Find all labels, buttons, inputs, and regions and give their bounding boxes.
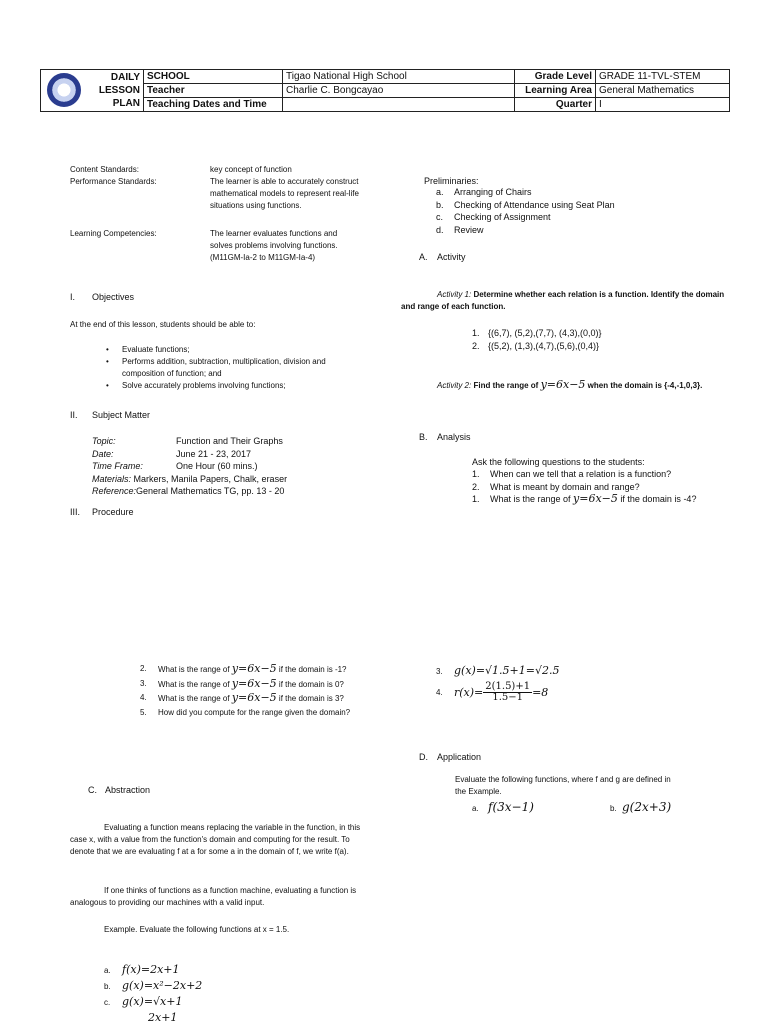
reference-value: General Mathematics TG, pp. 13 - 20 bbox=[136, 486, 285, 496]
reference-label: Reference: bbox=[92, 486, 137, 496]
application-intro: Evaluate the following functions, where f and g are defined in the Example. bbox=[455, 775, 671, 796]
analysis-intro: Ask the following questions to the students: bbox=[472, 457, 645, 467]
solution-4 bbox=[436, 682, 548, 703]
function-equation: g(x)=x²−2x+2 bbox=[122, 979, 203, 992]
application-title: Application bbox=[437, 752, 482, 762]
area-label: Learning Area bbox=[515, 84, 596, 98]
activity2-equation: y=6x−5 bbox=[540, 378, 586, 391]
abstraction-letter: C. bbox=[88, 785, 97, 795]
preliminaries-list bbox=[436, 186, 615, 236]
solution-equation: g(x)=√1.5+1=√2.5 bbox=[454, 664, 560, 677]
dates-value bbox=[283, 98, 515, 112]
solution-lhs: r(x)= bbox=[454, 686, 484, 699]
list-item: Checking of Attendance using Seat Plan bbox=[454, 199, 615, 210]
function-equation: f(x)=2x+1 bbox=[122, 963, 180, 976]
list-item: Review bbox=[454, 224, 484, 235]
subject-num: II. bbox=[70, 410, 78, 420]
topic-value: Function and Their Graphs bbox=[176, 436, 283, 446]
application-equation: g(2x+3) bbox=[622, 800, 672, 814]
analysis-more-questions bbox=[140, 662, 365, 719]
analysis-questions bbox=[472, 468, 730, 506]
application-b bbox=[610, 798, 671, 816]
school-label: SCHOOL bbox=[144, 70, 283, 84]
function-equation: g(x)=√x+1 bbox=[122, 995, 183, 1008]
question-equation: y=6x−5 bbox=[231, 691, 277, 704]
subject-title: Subject Matter bbox=[92, 410, 151, 420]
function-d-numerator: 2x+1 bbox=[148, 1011, 178, 1024]
solution-fraction bbox=[483, 682, 532, 703]
question-post: if the domain is 0? bbox=[276, 679, 344, 689]
materials-label: Materials: bbox=[92, 473, 132, 484]
list-letter: a. bbox=[472, 804, 479, 813]
list-letter: d. bbox=[436, 224, 444, 235]
abstraction-example: Example. Evaluate the following functions at x = 1.5. bbox=[104, 925, 290, 934]
time-value: One Hour (60 mins.) bbox=[176, 461, 258, 471]
logo-cell bbox=[41, 70, 144, 112]
list-letter: c. bbox=[104, 998, 111, 1007]
question-pre: What is the range of bbox=[158, 665, 232, 674]
question-pre: What is the range of bbox=[158, 679, 232, 689]
list-letter: b. bbox=[104, 982, 111, 991]
teacher-value: Charlie C. Bongcayao bbox=[283, 84, 515, 98]
application-letter: D. bbox=[419, 752, 428, 762]
school-value: Tigao National High School bbox=[283, 70, 515, 84]
learning-competencies-label: Learning Competencies: bbox=[70, 229, 157, 238]
solution-rhs: =8 bbox=[532, 686, 549, 699]
activity1-label: Activity 1: bbox=[437, 290, 472, 299]
preliminaries-title: Preliminaries: bbox=[424, 176, 479, 186]
area-value: General Mathematics bbox=[596, 84, 730, 98]
objectives-title: Objectives bbox=[92, 292, 135, 302]
abstraction-title: Abstraction bbox=[105, 785, 151, 795]
performance-standards-value: The learner is able to accurately construct mathematical models to represent real-life situations using functions. bbox=[210, 177, 359, 210]
question-pre: What is the range of bbox=[158, 694, 232, 703]
analysis-title: Analysis bbox=[437, 432, 471, 442]
example-functions bbox=[104, 962, 202, 1026]
question-post: if the domain is -1? bbox=[276, 665, 347, 674]
list-item: Arranging of Chairs bbox=[454, 187, 532, 197]
activity-title: Activity bbox=[437, 252, 466, 262]
procedure-num: III. bbox=[70, 507, 81, 517]
list-item: • Performs addition, subtraction, multiplication, division and composition of function; and bbox=[104, 356, 356, 380]
list-num: 3. bbox=[140, 678, 147, 688]
question-equation: y=6x−5 bbox=[231, 676, 277, 690]
content-standards-value: key concept of function bbox=[210, 165, 292, 174]
list-item: What is meant by domain and range? bbox=[490, 481, 640, 492]
relations-list bbox=[472, 327, 602, 352]
list-item: How did you compute for the range given the domain? bbox=[158, 707, 351, 717]
list-num: 2. bbox=[472, 481, 480, 492]
list-num: 1. bbox=[472, 494, 480, 504]
list-letter: a. bbox=[436, 187, 444, 197]
application-a bbox=[472, 798, 534, 816]
activity1-text bbox=[401, 289, 726, 313]
activity1-instruction: Determine whether each relation is a function. Identify the domain and range of each function. bbox=[401, 290, 725, 311]
performance-standards-label: Performance Standards: bbox=[70, 177, 157, 186]
procedure-title: Procedure bbox=[92, 507, 134, 517]
abstraction-paragraph-1: Evaluating a function means replacing the variable in the function, in this case x, with a value from the function's domain and computing for the result. To denote that we are evaluating f at a for some a in the domain of f, we write f(a). bbox=[70, 823, 361, 856]
time-label: Time Frame: bbox=[92, 461, 143, 471]
activity-letter: A. bbox=[419, 252, 428, 262]
list-item: {(6,7), (5,2),(7,7), (4,3),(0,0)} bbox=[488, 328, 602, 338]
analysis-letter: B. bbox=[419, 432, 428, 442]
list-num: 1. bbox=[472, 328, 480, 338]
list-num: 5. bbox=[140, 707, 147, 717]
grade-value: GRADE 11-TVL-STEM bbox=[596, 70, 730, 84]
solution-3 bbox=[436, 664, 559, 678]
list-num: 3. bbox=[436, 667, 443, 676]
fraction-denominator: 1.5−1 bbox=[492, 692, 523, 703]
list-item: • Solve accurately problems involving functions; bbox=[104, 380, 356, 392]
objectives-intro: At the end of this lesson, students should be able to: bbox=[70, 320, 256, 329]
list-letter: c. bbox=[436, 212, 444, 222]
list-letter: a. bbox=[104, 966, 111, 975]
teacher-label: Teacher bbox=[144, 84, 283, 98]
question-post: if the domain is -4? bbox=[617, 494, 697, 504]
question-post: if the domain is 3? bbox=[276, 694, 344, 703]
subject-details bbox=[92, 435, 287, 498]
list-num: 2. bbox=[140, 664, 147, 673]
date-label: Date: bbox=[92, 448, 114, 459]
list-num: 4. bbox=[140, 693, 147, 702]
activity2-pre: Find the range of bbox=[471, 381, 541, 390]
date-value: June 21 - 23, 2017 bbox=[176, 448, 252, 459]
list-letter: b. bbox=[436, 199, 444, 210]
application-equation: f(3x−1) bbox=[488, 800, 534, 814]
list-item: • Evaluate functions; bbox=[104, 344, 356, 356]
fraction-numerator: 2(1.5)+1 bbox=[485, 681, 531, 692]
question-equation: y=6x−5 bbox=[573, 492, 618, 505]
deped-seal-icon bbox=[47, 73, 81, 107]
content-standards-label: Content Standards: bbox=[70, 165, 139, 174]
dlp-title: DAILY LESSON PLAN bbox=[98, 72, 140, 109]
list-letter: b. bbox=[610, 804, 617, 813]
activity2-post: when the domain is {-4,-1,0,3}. bbox=[585, 381, 703, 390]
header-table bbox=[40, 69, 730, 112]
list-item: Checking of Assignment bbox=[454, 212, 551, 222]
question-equation: y=6x−5 bbox=[231, 662, 277, 675]
list-num: 1. bbox=[472, 469, 480, 479]
list-num: 4. bbox=[436, 687, 443, 697]
quarter-value: I bbox=[596, 98, 730, 112]
learning-competencies-value: The learner evaluates functions and solves problems involving functions. (M11GM-Ia-2 to M11GM-Ia-4) bbox=[210, 229, 338, 262]
abstraction-paragraph-2: If one thinks of functions as a function machine, evaluating a function is analogous to providing our machines with a valid input. bbox=[70, 886, 357, 907]
activity2-text bbox=[401, 377, 726, 393]
materials-value: Markers, Manila Papers, Chalk, eraser bbox=[131, 473, 288, 484]
question-pre: What is the range of bbox=[490, 494, 574, 504]
list-num: 2. bbox=[472, 340, 480, 351]
quarter-label: Quarter bbox=[515, 98, 596, 112]
list-item: When can we tell that a relation is a function? bbox=[490, 469, 672, 479]
activity2-label: Activity 2: bbox=[437, 381, 472, 390]
topic-label: Topic: bbox=[92, 436, 116, 446]
objectives-num: I. bbox=[70, 292, 76, 302]
list-item: {(5,2), (1,3),(4,7),(5,6),(0,4)} bbox=[488, 340, 600, 351]
dates-label: Teaching Dates and Time bbox=[144, 98, 283, 112]
objectives-list bbox=[104, 344, 356, 392]
grade-label: Grade Level bbox=[515, 70, 596, 84]
